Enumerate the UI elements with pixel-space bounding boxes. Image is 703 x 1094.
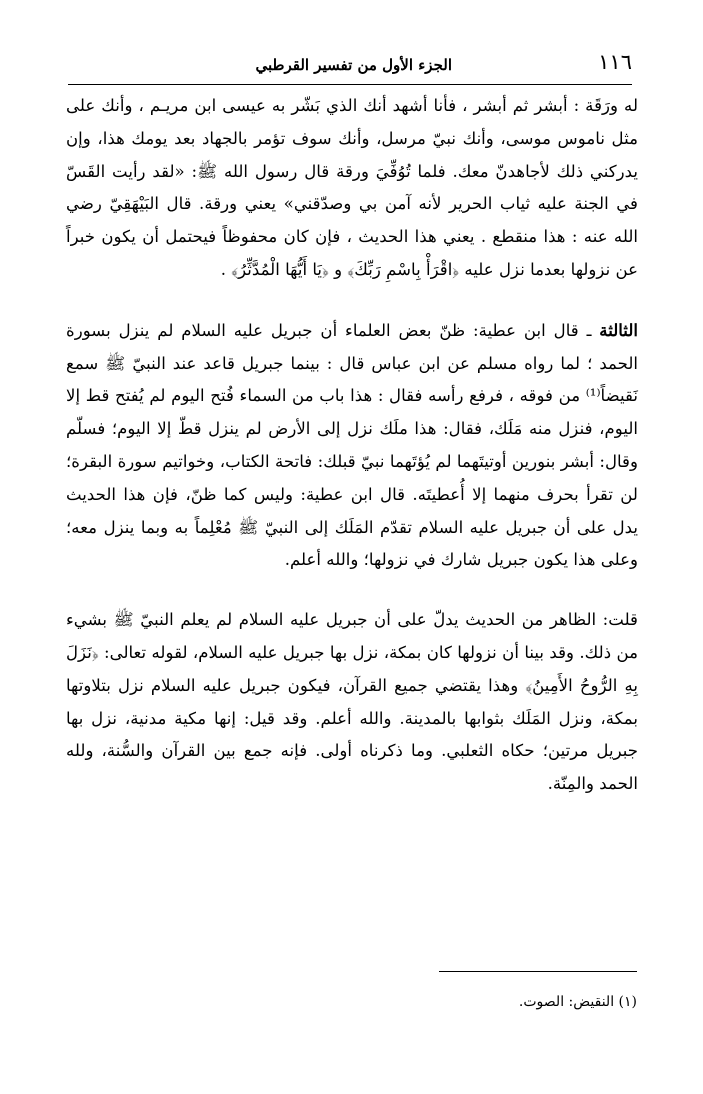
paragraph-2-lead: الثالثة bbox=[599, 319, 638, 340]
paragraph-3-text: قلت: الظاهر من الحديث يدلّ على أن جبريل عليه السلام لم يعلم النبيّ ﷺ بشيء من ذلك. وقد بينا أن نزولها كان بمكة، نزل بها جبريل عليه السلام، لقوله تعالى: ﴿نَزَلَ بِهِ الرُّوحُ الأَمِينُ﴾ وهذا يقتضي جميع القرآن، فيكون جبريل عليه السلام نزل بتلاوتها بمكة، ونزل المَلَك بثوابها بالمدينة. والله أعلم. وقد قيل: إنها مكية مدنية، نزل بها جبريل مرتين؛ حكاه الثعلبي. وما ذكرناه أولى. فإنه جمع بين القرآن والسُّنة، ولله الحمد والمِنّة. bbox=[66, 610, 638, 794]
page-number: ١١٦ bbox=[598, 50, 632, 74]
running-title: الجزء الأول من تفسير القرطبي bbox=[255, 56, 452, 74]
paragraph-2-text: ـ قال ابن عطية: ظنّ بعض العلماء أن جبريل عليه السلام لم ينزل بسورة الحمد ؛ لما رواه مسلم عن ابن عباس قال : بينما جبريل قاعد عند النبيّ ﷺ سمع نَقيضاً⁽¹⁾ من فوقه ، فرفع رأسه فقال : هذا باب من السماء فُتح اليوم لم يُفتح قط إلا اليوم، فنزل منه مَلَك، فقال: هذا ملَك نزل إلى الأرض لم ينزل قطّ إلا اليوم؛ فسلّم وقال: أبشر بنورين أوتيتَهما لم يُؤتَهما نبيّ قبلك: فاتحة الكتاب، وخواتيم سورة البقرة؛ لن تقرأ بحرف منهما إلا أُعطيتَه. قال ابن عطية: وليس كما ظنّ، فإن هذا الحديث يدل على أن جبريل عليه السلام تقدّم المَلَك إلى النبيّ ﷺ مُعْلِماً به وبما ينزل معه؛ وعلى هذا يكون جبريل شارك في نزولها؛ والله أعلم. bbox=[66, 320, 638, 570]
paragraph-2 bbox=[66, 314, 638, 577]
body-text bbox=[66, 90, 638, 801]
footnote-rule bbox=[439, 971, 637, 972]
header-rule bbox=[68, 84, 632, 85]
paragraph-3 bbox=[66, 604, 638, 801]
paragraph-1 bbox=[66, 90, 638, 287]
page-header bbox=[68, 48, 632, 88]
footnote: (١) النقيض: الصوت. bbox=[518, 994, 637, 1010]
paragraph-1-text: له ورَقَة : أبشر ثم أبشر ، فأنا أشهد أنك الذي بَشّر به عيسى ابن مريـم ، وأنك على مثل ناموس موسى، وأنك نبيّ مرسل، وأنك سوف تؤمر بالجهاد بعد يومك هذا، وإن يدركني ذلك لأجاهدنّ معك. فلما تُوُفِّيَ ورقة قال رسول الله ﷺ: «لقد رأيت القَسّ في الجنة عليه ثياب الحرير لأنه آمن بي وصدّقني» يعني ورقة. قال البَيْهَقِيّ رضي الله عنه : هذا منقطع . يعني هذا الحديث ، فإن كان محفوظاً فيحتمل أن يكون خبراً عن نزولها بعدما نزل عليه ﴿اقْرَأْ بِاسْمِ رَبِّكَ﴾ و ﴿يَا أَيُّهَا الْمُدَّثِّرُ﴾ . bbox=[66, 96, 638, 279]
